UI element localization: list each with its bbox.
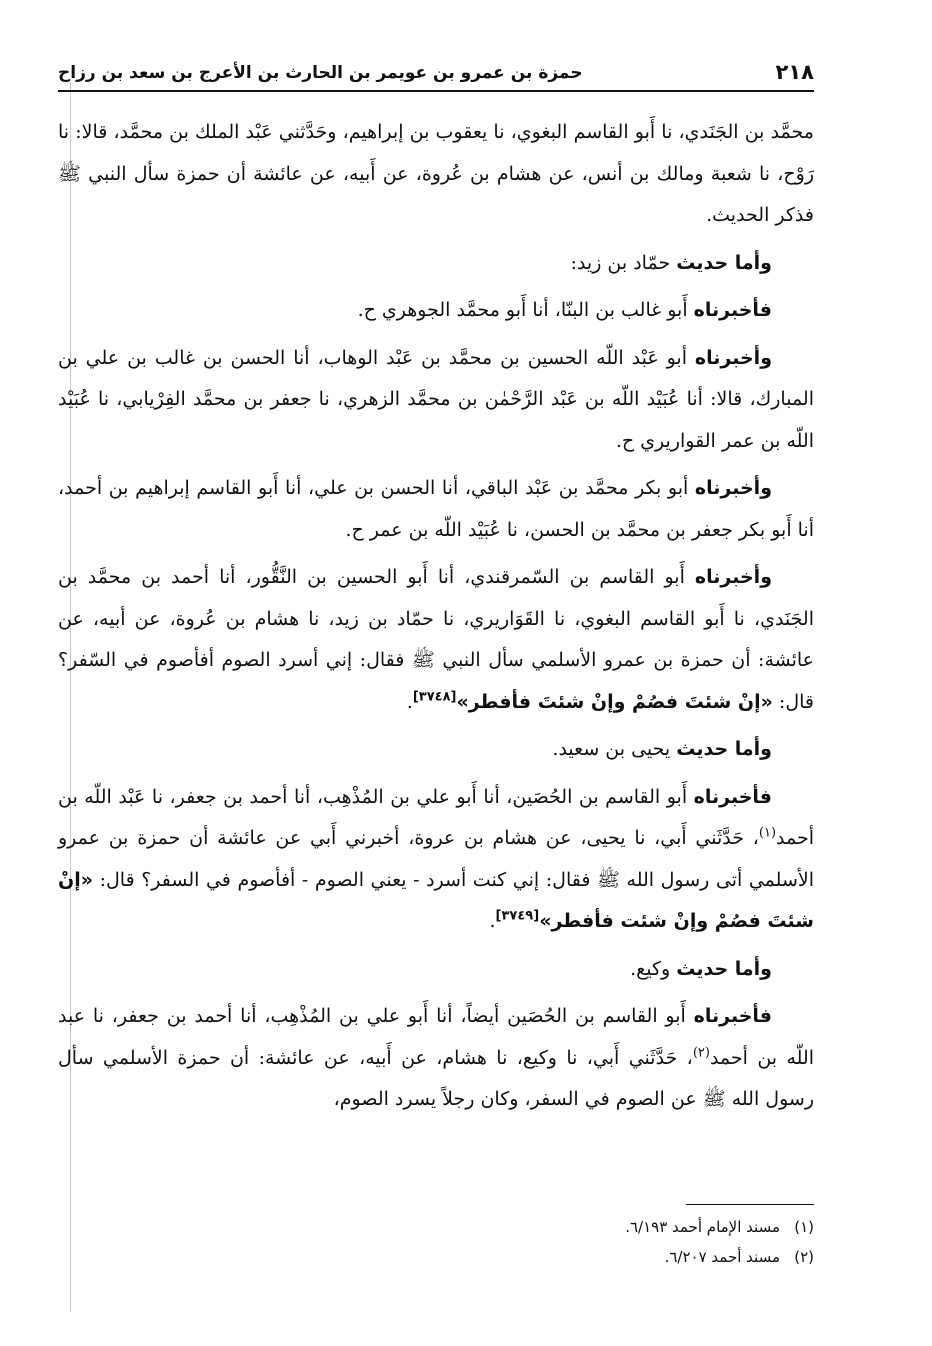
paragraph-text: أبو بكر محمَّد بن عَبْد الباقي، أنا الحسن بن علي، أنا أَبو القاسم إبراهيم بن أحمد، أنا أَبو بكر جعفر بن محمَّد بن الحسن، نا عُبَيْد اللّه بن عمر ح. [58,477,814,541]
paragraph-text-continued: ، حَدَّثَني أَبي، نا يحيى، عن هشام بن عروة، أخبرني أَبي عن عائشة أن حمزة بن عمرو الأسلمي أتى رسول الله ﷺ فقال: إني كنت أسرد - يعني الصوم - أفأصوم في السفر؟ قال: [58,827,814,891]
footnote-text: مسند أحمد ٦/٢٠٧. [664,1248,780,1266]
main-text [58,112,814,1121]
paragraph-text: أَبو غالب بن البنّا، أنا أَبو محمَّد الجوهري ح. [357,299,694,321]
paragraph-text: يحيى بن سعيد. [552,738,677,760]
paragraph-label: وأخبرناه [694,566,772,588]
paragraph-2 [58,243,814,285]
footnotes [314,1212,814,1272]
paragraph-label: وأخبرناه [694,346,772,369]
paragraph-label: وأما حديث [676,251,772,274]
paragraph-label: وأخبرناه [694,477,772,499]
paragraph-label: فأخبرناه [693,299,772,321]
paragraph-tail: . [406,690,413,713]
paragraph-7 [58,729,814,771]
paragraph-text: وكيع. [630,957,677,980]
paragraph-label: وأما حديث [676,738,772,760]
hadith-reference: [٣٧٤٩] [495,908,540,924]
hadith-reference: [٣٧٤٨] [412,689,457,705]
footnote-text: مسند الإمام أحمد ٦/١٩٣. [625,1218,780,1236]
footnote-2 [314,1242,814,1272]
paragraph-text: أَبو القاسم بن السّمرقندي، أنا أَبو الحسين بن النَّقُّور، أنا أحمد بن محمَّد بن الجَنَدي، نا أَبو القاسم البغوي، نا القَوَاريري، نا حمّاد بن زيد، نا هشام بن عُروة، عن أبيه، عن عائشة: أن حمزة بن عمرو الأسلمي سأل النبي ﷺ فقال: إني أسرد الصوم أفأصوم في السّفر؟ قال: [58,566,814,713]
paragraph-8 [58,777,814,943]
running-title: حمزة بن عمرو بن عويمر بن الحارث بن الأعرج بن سعد بن رزاح [58,63,583,83]
paragraph-1 [58,112,814,237]
page-number: ٢١٨ [775,60,814,84]
paragraph-4 [58,338,814,463]
footnote-number: (١) [794,1218,814,1236]
page-header [58,50,814,92]
footnote-marker[interactable]: (١) [758,825,777,841]
footnote-marker[interactable]: (٢) [692,1045,710,1061]
paragraph-text: أبو عَبْد اللّه الحسين بن محمَّد بن عَبْد الوهاب، أنا الحسن بن غالب بن علي بن المبارك، قالا: أنا عُبَيْد اللّه بن عَبْد الرَّحْمٰن بن محمَّد الزهري، نا جعفر بن محمَّد الفِرْيابي، نا عُبَيْد اللّه بن عمر القواريري ح. [58,346,814,452]
paragraph-label: فأخبرناه [693,1005,772,1027]
paragraph-text: محمَّد بن الجَنَدي، نا أَبو القاسم البغوي، نا يعقوب بن إبراهيم، وحَدَّثني عَبْد الملك بن محمَّد، قالا: نا رَوْح، نا شعبة ومالك بن أنس، عن هشام بن عُروة، عن أَبيه، عن عائشة أن حمزة سأل النبي ﷺ فذكر الحديث. [58,121,814,226]
paragraph-3 [58,290,814,332]
paragraph-text: أَبو القاسم بن الحُصَين، أنا أَبو علي بن المُذْهِب، أنا أحمد بن جعفر، نا عَبْد اللّه بن أحمد [58,785,814,849]
footnote-number: (٢) [794,1248,814,1266]
paragraph-label: وأما حديث [676,957,772,980]
paragraph-label: فأخبرناه [693,785,772,808]
footnote-1 [314,1212,814,1242]
paragraph-9 [58,949,814,991]
footnote-separator [686,1204,814,1205]
paragraph-text: أَبو القاسم بن الحُصَين أيضاً، أنا أَبو علي بن المُذْهِب، أنا أحمد بن جعفر، نا عبد اللّه بن أحمد [58,1005,814,1069]
hadith-quote: «إنْ شئتَ فصُمْ وإنْ شئتَ فأفطر» [456,690,773,713]
paragraph-10 [58,996,814,1121]
paragraph-5 [58,468,814,551]
paragraph-6 [58,557,814,723]
paragraph-text: حمّاد بن زيد: [570,251,677,274]
paragraph-tail: . [489,910,496,932]
paragraph-text-continued: ، حَدَّثَني أَبي، نا وكيع، نا هشام، عن أَبيه، عن عائشة: أن حمزة الأسلمي سأل رسول الله ﷺ عن الصوم في السفر، وكان رجلاً يسرد الصوم، [58,1046,814,1110]
hadith-quote: «إنْ شئتَ فصُمْ وإنْ شئت فأفطر» [58,868,814,932]
